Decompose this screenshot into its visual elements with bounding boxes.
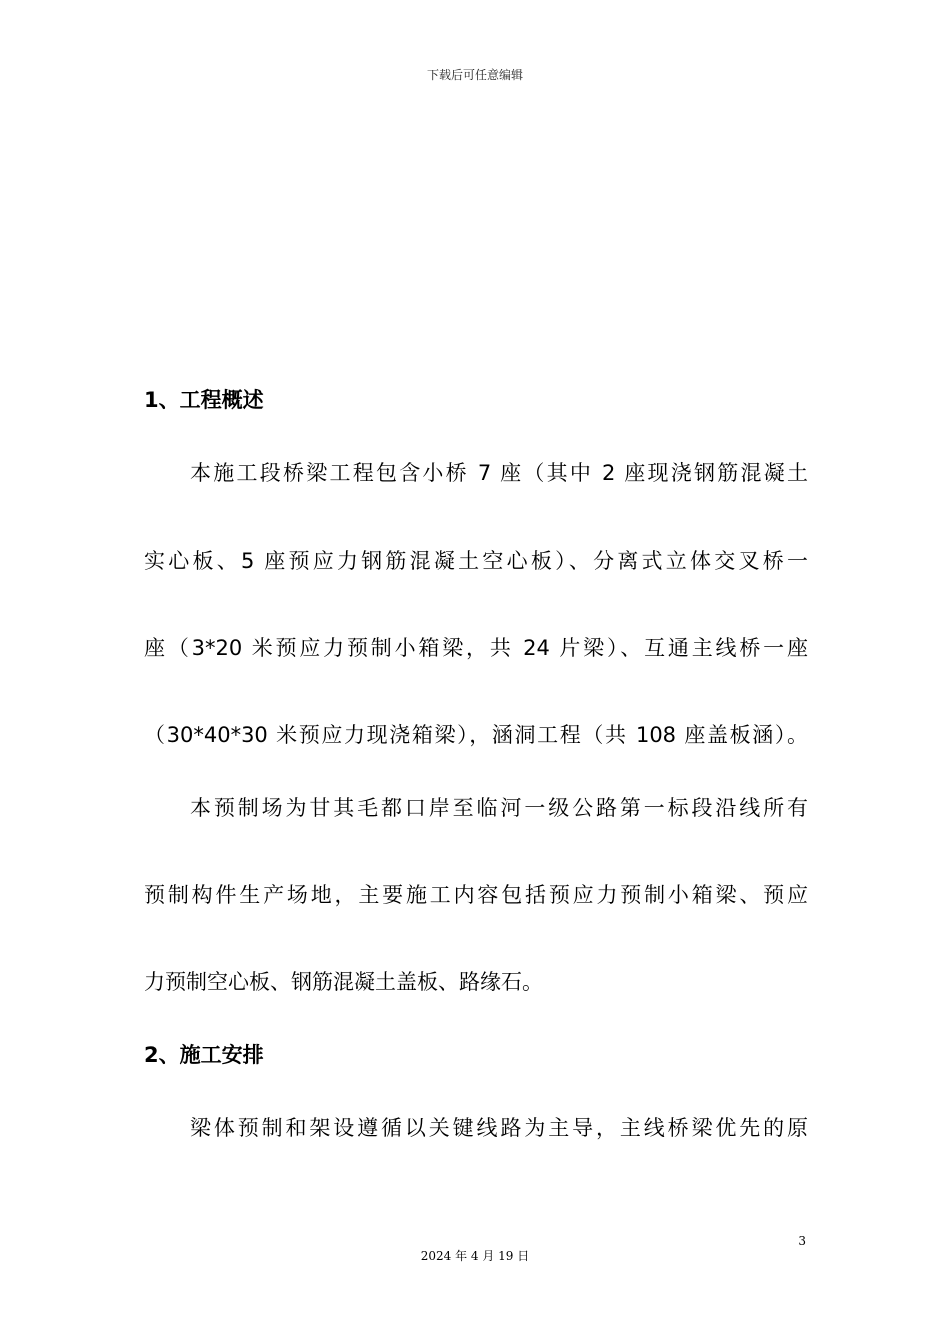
paragraph-line: 力预制空心板、钢筋混凝土盖板、路缘石。 [144,970,543,994]
page-header: 下载后可任意编辑 [426,68,523,82]
paragraph-line: 本施工段桥梁工程包含小桥 7 座（其中 2 座现浇钢筋混凝土 [190,461,808,485]
paragraph-line: 预制构件生产场地，主要施工内容包括预应力预制小箱梁、预应 [144,883,808,907]
paragraph-line: （30*40*30 米预应力现浇箱梁），涵洞工程（共 108 座盖板涵）。 [144,723,808,747]
paragraph-line: 梁体预制和架设遵循以关键线路为主导，主线桥梁优先的原 [190,1116,808,1140]
page-number: 3 [798,1234,806,1248]
page-footer-date: 2024 年 4 月 19 日 [420,1249,530,1263]
section-heading-overview: 1、工程概述 [144,388,264,412]
paragraph-line: 实心板、5 座预应力钢筋混凝土空心板）、分离式立体交叉桥一 [144,549,808,573]
paragraph-line: 本预制场为甘其毛都口岸至临河一级公路第一标段沿线所有 [190,796,808,820]
section-heading-schedule: 2、施工安排 [144,1043,264,1067]
paragraph-line: 座（3*20 米预应力预制小箱梁，共 24 片梁）、互通主线桥一座 [144,636,808,660]
